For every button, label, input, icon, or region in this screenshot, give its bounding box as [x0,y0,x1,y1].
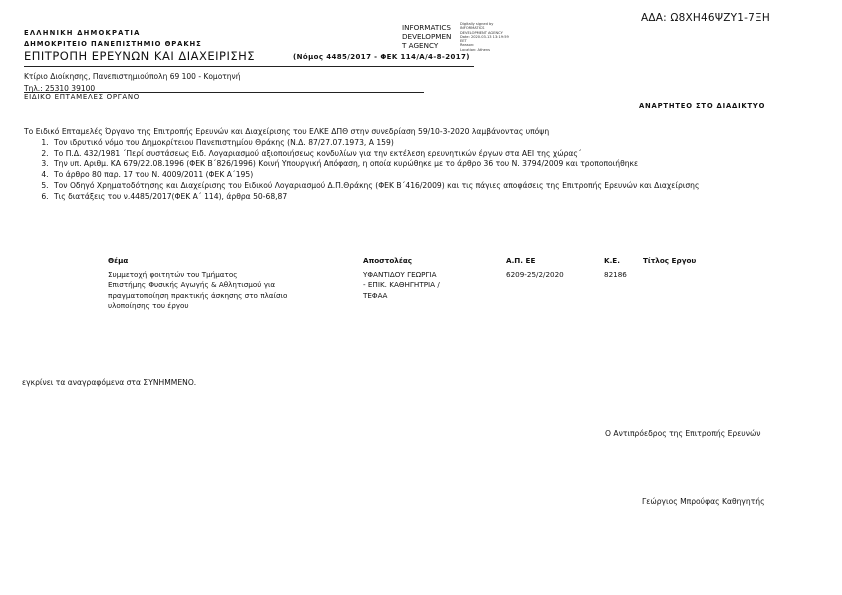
logo-line-2: DEVELOPMEN [402,32,452,41]
posting-notice: ΑΝΑΡΤΗΤΕΟ ΣΤΟ ΔΙΑΔΙΚΤΥΟ [639,102,766,110]
organ-heading: ΕΙΔΙΚΟ ΕΠΤΑΜΕΛΕΣ ΟΡΓΑΝΟ [24,93,141,101]
header-sender: Αποστολέας [363,256,413,265]
ada-code: ΑΔΑ: Ω8ΧΗ46ΨΖΥ1-7ΞΗ [641,12,770,24]
sig-detail: DEVELOPMENT AGENCY [460,30,503,35]
signature-logo-text [402,23,451,50]
header-project-title: Τίτλος Εργου [643,256,697,265]
approval-text: εγκρίνει τα αναγραφόμενα στα ΣΥΝΗΜΜΕΝΟ. [22,378,197,387]
sig-detail: Digitally signed by [460,22,494,26]
sig-detail: Date: 2020.03.13 13:19:59 [460,34,509,39]
header-ke: Κ.Ε. [604,256,620,265]
sender-line: ΥΦΑΝΤΙΔΟΥ ΓΕΩΡΓΙΑ [363,270,437,279]
subject-line: υλοποίησης του έργου [108,300,189,310]
header-protocol: Α.Π. ΕΕ [506,256,536,265]
cell-ke: 82186 [604,270,627,279]
university-heading: ΔΗΜΟΚΡΙΤΕΙΟ ΠΑΝΕΠΙΣΤΗΜΙΟ ΘΡΑΚΗΣ [24,40,202,48]
intro-text: Το Ειδικό Επταμελές Όργανο της Επιτροπής Ερευνών και Διαχείρισης του ΕΛΚΕ ΔΠΘ στην συνεδρίαση 59/10-3-2020 λαμβάνοντας υπόψη [24,127,550,136]
subject-line: Επιστήμης Φυσικής Αγωγής & Αθλητισμού για [108,280,276,290]
digital-signature-details [460,22,509,52]
sig-detail: Reason: [460,43,475,48]
list-item: 2. Το Π.Δ. 432/1981 ΄Περί συστάσεως Ειδ. Λογαριασμού αξιοποιήσεως κονδυλίων για την εκτέλεση ερευνητικών έργων στα ΑΕΙ της χώρας΄ [51,149,811,160]
sender-line: ΤΕΦΑΑ [363,290,388,300]
cell-subject [108,270,287,311]
list-item: 6. Τις διατάξεις του ν.4485/2017(ΦΕΚ Α΄ 114), άρθρα 50-68,87 [51,192,811,203]
list-item: 4. Το άρθρο 80 παρ. 17 του Ν. 4009/2011 (ΦΕΚ Α΄195) [51,170,811,181]
sig-detail: EET [460,39,467,44]
republic-heading: ΕΛΛΗΝΙΚΗ ΔΗΜΟΚΡΑΤΙΑ [24,29,141,37]
cell-sender [363,270,440,301]
subject-line: πραγματοποίηση πρακτικής άσκησης στο πλαίσιο [108,290,288,300]
header-subject: Θέμα [108,256,129,265]
committee-title: ΕΠΙΤΡΟΠΗ ΕΡΕΥΝΩΝ ΚΑΙ ΔΙΑΧΕΙΡΙΣΗΣ [24,49,256,63]
vice-president-line: Ο Αντιπρόεδρος της Επιτροπής Ερευνών [605,429,761,438]
sender-line: - ΕΠΙΚ. ΚΑΘΗΓΗΤΡΙΑ / [363,280,440,290]
logo-line-1: INFORMATICS [402,23,451,32]
list-item: 1. Τον ιδρυτικό νόμο του Δημοκρίτειου Πανεπιστημίου Θράκης (Ν.Δ. 87/27.07.1973, Α 159) [51,138,811,149]
address: Κτίριο Διοίκησης, Πανεπιστημιούπολη 69 100 - Κομοτηνή [24,72,241,81]
logo-line-3: T AGENCY [402,41,439,50]
cell-protocol: 6209-25/2/2020 [506,270,564,279]
header-divider [24,66,474,67]
sig-detail: Location: Athens [460,47,490,52]
sig-detail: INFORMATICS [460,26,485,31]
list-item: 3. Την υπ. Αριθμ. ΚΑ 679/22.08.1996 (ΦΕΚ Β΄826/1996) Κοινή Υπουργική Απόφαση, η οποία κυρώθηκε με το άρθρο 36 του Ν. 3794/2009 και τροποποιήθηκε [51,159,811,170]
law-reference: (Νόμος 4485/2017 - ΦΕΚ 114/Α/4-8-2017) [293,53,470,61]
considerations-list [24,138,811,202]
signer-name: Γεώργιος Μπρούφας Καθηγητής [642,497,765,506]
subject-line: Συμμετοχή φοιτητών του Τμήματος [108,270,238,279]
list-item: 5. Τον Οδηγό Χρηματοδότησης και Διαχείρισης του Ειδικού Λογαριασμού Δ.Π.Θράκης (ΦΕΚ Β΄416/2009) και τις πάγιες αποφάσεις της Επιτροπής Ερευνών και Διαχείρισης [51,181,811,192]
phone: Τηλ.: 25310 39100 [24,84,96,93]
